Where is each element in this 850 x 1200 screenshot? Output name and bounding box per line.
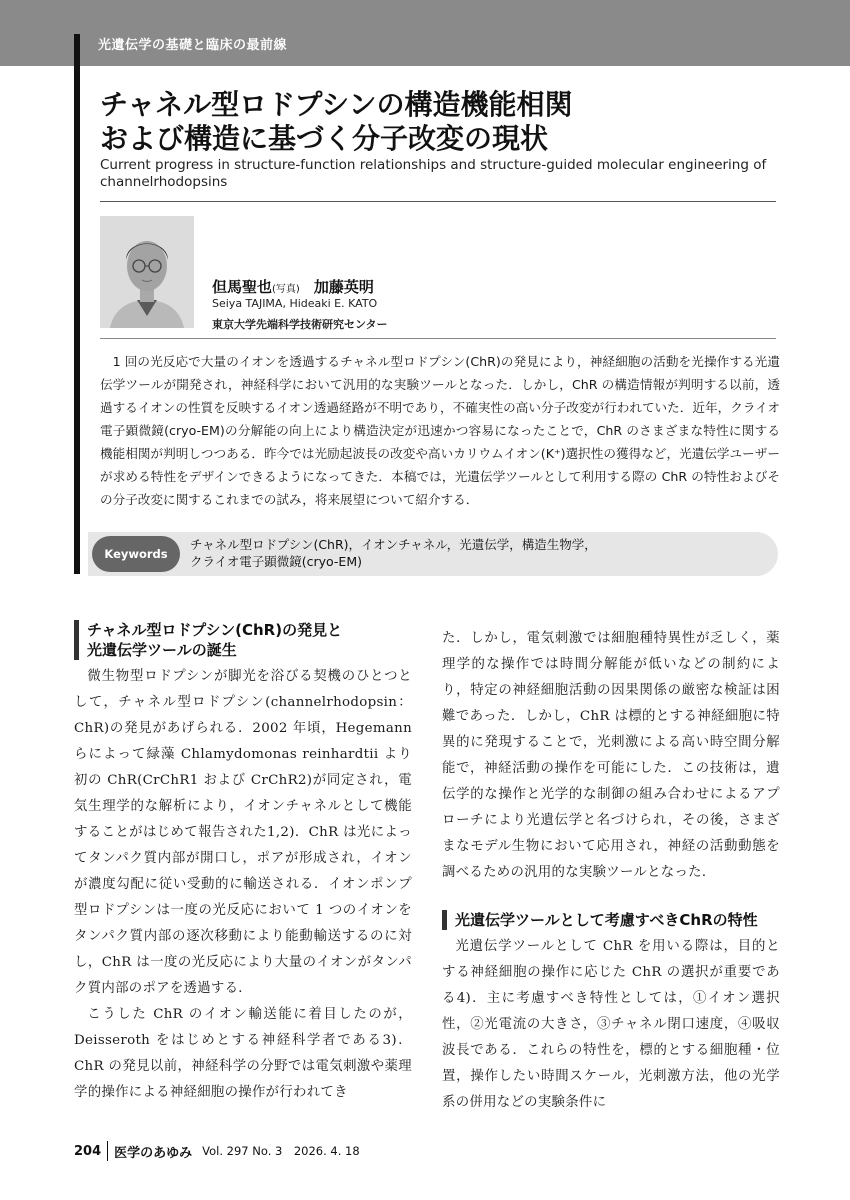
article-title [100, 88, 820, 156]
section1-paragraph2: こうした ChR のイオン輸送能に着目したのが，Deisseroth をはじめとする神経科学者である3)．ChR の発見以前，神経科学の分野では電気刺激や薬理学的操作による神経細胞の操作が行われてき [74, 1007, 412, 1100]
section2-heading-bar [442, 910, 447, 930]
article-title-line2: および構造に基づく分子改変の現状 [100, 122, 549, 155]
photo-note: (写真) [272, 284, 300, 295]
keywords-list [190, 536, 750, 570]
author-photo [100, 216, 194, 328]
section1-paragraph2-continued: た．しかし，電気刺激では細胞種特異性が乏しく，薬理学的な操作では時間分解能が低いなどの制約により，特定の神経細胞活動の因果関係の厳密な検証は困難であった．しかし，ChR は標的とする神経細胞に特異的に発現することで，光刺激による高い時空間分解能で，神経活動の操作を可能にした．この技術は，遺伝学的な操作と光学的な制御の組み合わせによるアプローチにより光遺伝学と名づけられ，その後，さまざまなモデル生物において応用され，神経の活動動態を調べるための汎用的な実験ツールとなった． [442, 631, 780, 880]
footer-separator [107, 1141, 108, 1161]
article-subtitle-en: Current progress in structure-function relationships and structure-guided molecular engineering of channelrhodopsins [100, 157, 767, 190]
author-names-en: Seiya TAJIMA, Hideaki E. KATO [212, 297, 378, 310]
section1-heading-bar [74, 620, 79, 660]
left-accent-bar [74, 34, 80, 574]
title-divider [100, 201, 776, 202]
journal-volume: Vol. 297 No. 3 2026. 4. 18 [202, 1144, 360, 1158]
section2-heading [442, 910, 780, 930]
abstract: 1 回の光反応で大量のイオンを透過するチャネル型ロドプシン(ChR)の発見により，神経細胞の活動を光操作する光遺伝学ツールが開発され，神経科学において汎用的な実験ツールとなった．しかし，ChR の構造情報が判明する以前，透過するイオンの性質を反映するイオン透過経路が不明であり，不確実性の高い分子改変が行われていた．近年，クライオ電子顕微鏡(cryo-EM)の分解能の向上により構造決定が迅速かつ容易になったことで，ChR のさまざまな特性に関する機能相関が判明しつつある．昨今では光励起波長の改変や高いカリウムイオン(K⁺)選択性の獲得など，光遺伝学ユーザーが求める特性をデザインできるようになってきた．本稿では，光遺伝学ツールとして利用する際の ChR の特性およびその分子改変に関するこれまでの試み，将来展望について紹介する． [100, 354, 780, 507]
section2-paragraph1: 光遺伝学ツールとして ChR を用いる際は，目的とする神経細胞の操作に応じた ChR の選択が重要である4)．主に考慮すべき特性としては，①イオン選択性，②光電流の大きさ，③チャネル閉口速度，④吸収波長である．これらの特性を，標的とする細胞種・位置，操作したい時間スケール，光刺激方法，他の光学系の併用などの実験条件に [442, 939, 780, 1110]
keywords-line1: チャネル型ロドプシン(ChR)，イオンチャネル，光遺伝学，構造生物学， [190, 537, 597, 552]
author-names-jp [212, 276, 374, 297]
section1-heading-line1: チャネル型ロドプシン(ChR)の発見と [87, 621, 343, 639]
journal-name: 医学のあゆみ [114, 1145, 193, 1161]
author1-name: 但馬聖也 [212, 278, 273, 296]
header-band [0, 0, 850, 66]
author-divider [100, 338, 776, 339]
body-column-right [442, 626, 780, 1116]
section1-paragraph1: 微生物型ロドプシンが脚光を浴びる契機のひとつとして，チャネル型ロドプシン(channelrhodopsin：ChR)の発見があげられる．2002 年頃，Hegemann らによって緑藻 Chlamydomonas reinhardtii より初の ChR(CrChR1 および CrChR2)が同定され，電気生理学的な解析により，イオンチャネルとして機能することがはじめて報告された1,2)．ChR は光によってタンパク質内部が開口し，ポアが形成され，イオンが濃度勾配に従い受動的に輸送される．イオンポンプ型ロドプシンは一度の光反応において 1 つのイオンをタンパク質内部の逐次移動により能動輸送するのに対し，ChR は一度の光反応により大量のイオンがタンパク質内部のポアを透過する． [74, 669, 412, 996]
keywords-label: Keywords [92, 536, 180, 572]
section2-heading-text: 光遺伝学ツールとして考慮すべきChRの特性 [455, 911, 758, 929]
page-number: 204 [74, 1143, 102, 1159]
section1-heading-line2: 光遺伝学ツールの誕生 [87, 641, 237, 659]
author-affiliation: 東京大学先端科学技術研究センター [212, 318, 388, 331]
section1-heading [74, 620, 412, 660]
author-portrait-image [100, 216, 194, 328]
author2-name: 加藤英明 [313, 278, 374, 296]
body-column-left [74, 620, 412, 1106]
series-title: 光遺伝学の基礎と臨床の最前線 [98, 38, 288, 53]
keywords-line2: クライオ電子顕微鏡(cryo-EM) [190, 554, 362, 569]
page-footer [74, 1143, 360, 1159]
article-title-line1: チャネル型ロドプシンの構造機能相関 [100, 88, 573, 121]
